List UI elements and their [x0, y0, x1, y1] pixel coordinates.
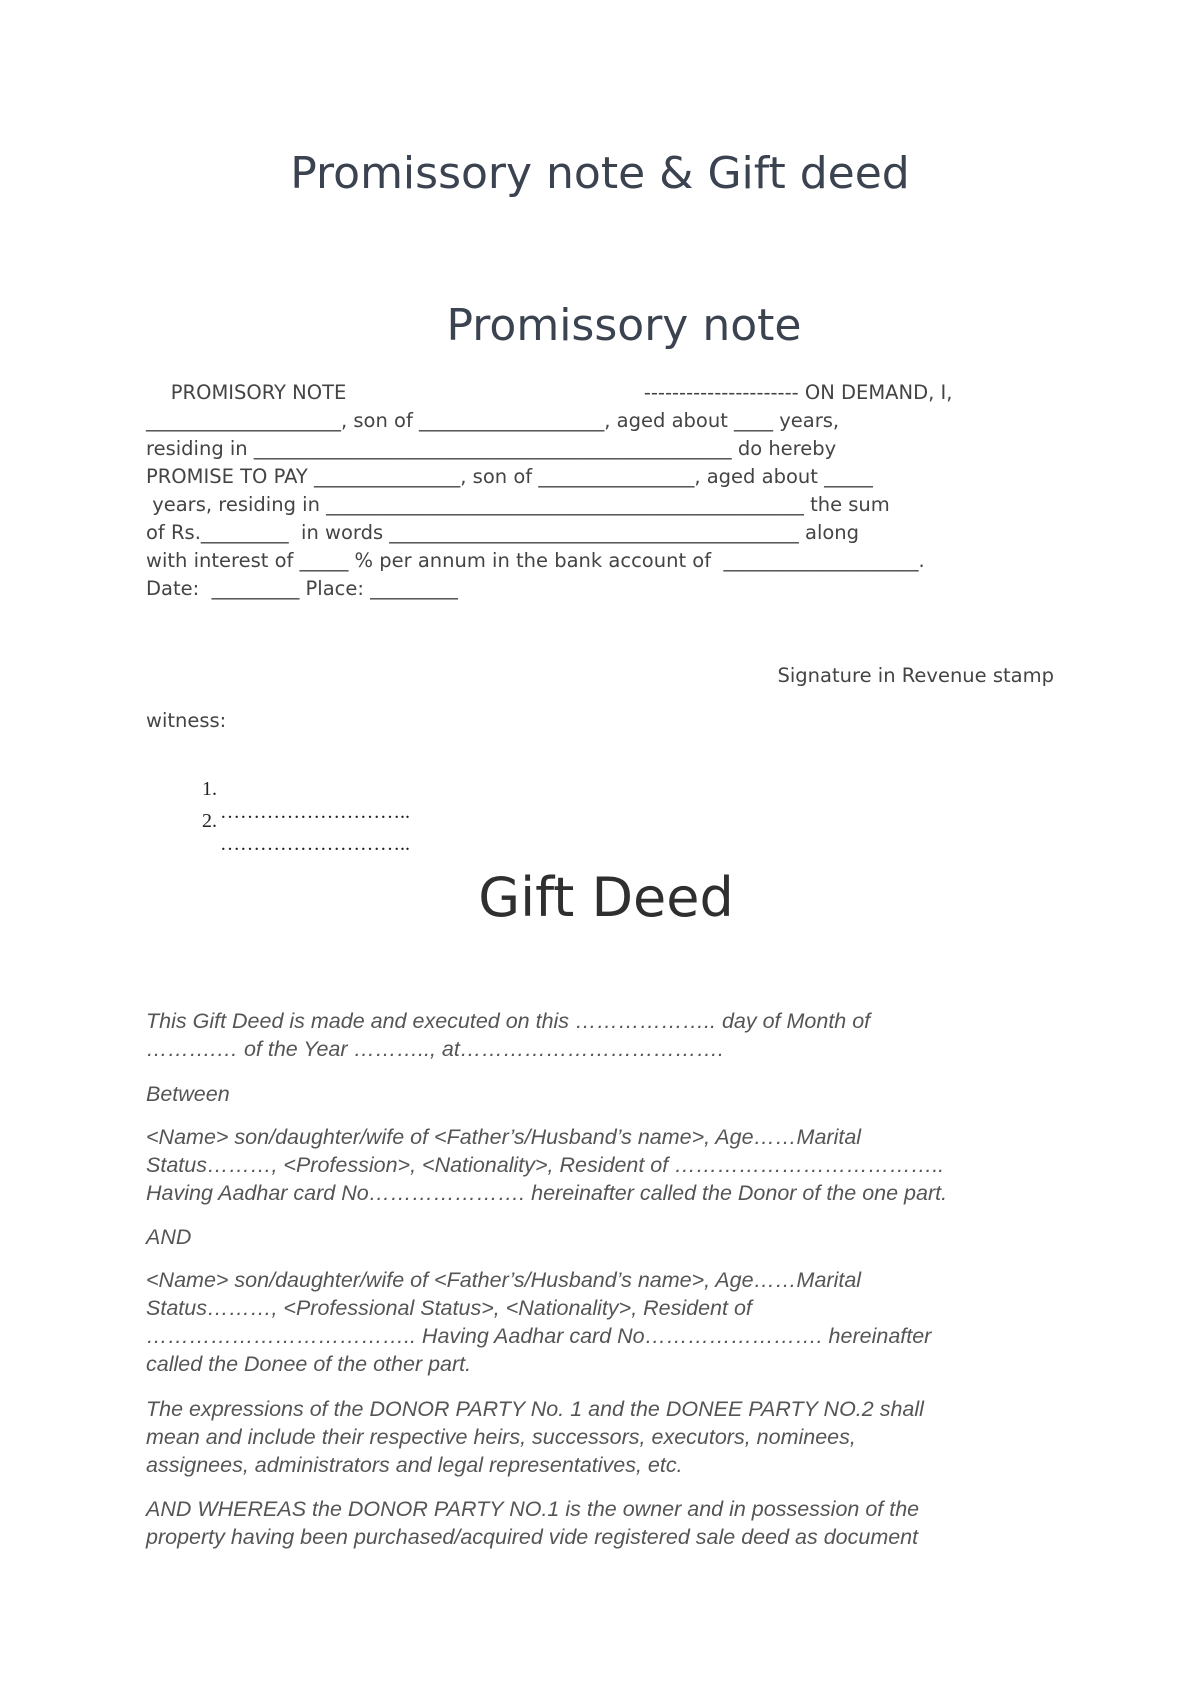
promissory-line: of Rs._________ in words __________________________________________ along — [146, 521, 860, 544]
donee-line: Status………, <Professional Status>, <Nationality>, Resident of — [146, 1296, 752, 1320]
donor-line: <Name> son/daughter/wife of <Father’s/Husband’s name>, Age……Marital — [146, 1125, 862, 1149]
donor-line: Having Aadhar card No…………………. hereinafter called the Donor of the one part. — [146, 1181, 948, 1205]
expressions-line: The expressions of the DONOR PARTY No. 1 and the DONEE PARTY NO.2 shall — [146, 1397, 924, 1421]
donee-line: called the Donee of the other part. — [146, 1352, 472, 1376]
promissory-line: years, residing in _________________________________________________ the sum — [146, 493, 890, 516]
promissory-line: PROMISE TO PAY _______________, son of ________________, aged about _____ — [146, 465, 873, 488]
between-label: Between — [146, 1082, 230, 1106]
witness-number: 1. — [202, 778, 217, 800]
donee-line: ……………………………….. Having Aadhar card No……………………. hereinafter — [146, 1324, 932, 1348]
witness-number: 2. — [202, 810, 217, 832]
donee-line: <Name> son/daughter/wife of <Father’s/Husband’s name>, Age……Marital — [146, 1268, 862, 1292]
expressions-line: assignees, administrators and legal representatives, etc. — [146, 1453, 683, 1477]
expressions-line: mean and include their respective heirs, successors, executors, nominees, — [146, 1425, 856, 1449]
whereas-line: property having been purchased/acquired vide registered sale deed as document — [146, 1525, 919, 1549]
and-label: AND — [146, 1225, 192, 1249]
promissory-line: residing in _________________________________________________ do hereby — [146, 437, 837, 460]
witness-dots: ……………………….. — [220, 833, 410, 855]
gift-deed-heading: Gift Deed — [478, 866, 734, 929]
promissory-note-heading: Promissory note — [446, 300, 802, 351]
promissory-line: Date: _________ Place: _________ — [146, 577, 458, 600]
promissory-line: ____________________, son of ___________________, aged about ____ years, — [146, 409, 840, 432]
promissory-line: PROMISORY NOTE ---------------------- ON DEMAND, I, — [146, 381, 953, 404]
document-title: Promissory note & Gift deed — [290, 148, 910, 199]
whereas-line: AND WHEREAS the DONOR PARTY NO.1 is the owner and in possession of the — [146, 1497, 920, 1521]
promissory-line: with interest of _____ % per annum in the bank account of ____________________. — [146, 549, 925, 572]
witness-label: witness: — [146, 709, 227, 732]
gift-deed-intro-line: This Gift Deed is made and executed on this ……………….. day of Month of — [146, 1009, 871, 1033]
witness-dots: ……………………….. — [220, 801, 410, 823]
signature-label: Signature in Revenue stamp — [777, 664, 1054, 687]
gift-deed-intro-line: ……….… of the Year ……….., at………………………………. — [146, 1037, 724, 1061]
donor-line: Status………, <Profession>, <Nationality>, Resident of ……………………………….. — [146, 1153, 945, 1177]
